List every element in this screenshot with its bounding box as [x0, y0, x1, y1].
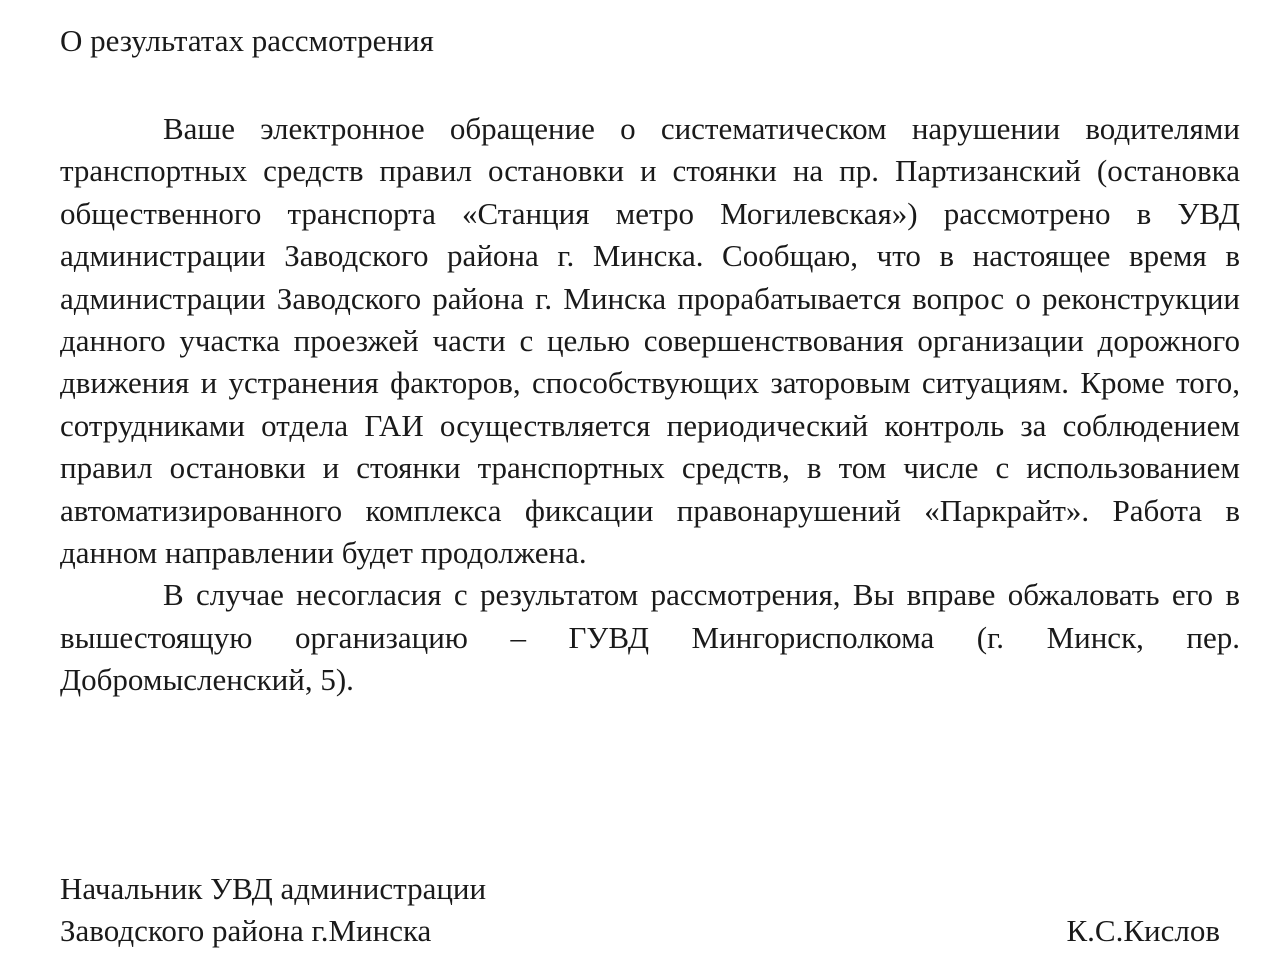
signatory-title-line1: Начальник УВД администрации	[60, 871, 487, 906]
letter-body	[60, 108, 1240, 702]
paragraph-main: Ваше электронное обращение о систематическом нарушении водителями транспортных средств правил остановки и стоянки на пр. Партизанский (остановка общественного транспорта «Станция метро Могилевская») рассмотрено в УВД администрации Заводского района г. Минска. Сообщаю, что в настоящее время в администрации Заводского района г. Минска прорабатывается вопрос о реконструкции данного участка проезжей части с целью совершенствования организации дорожного движения и устранения факторов, способствующих заторовым ситуациям. Кроме того, сотрудниками отдела ГАИ осуществляется периодический контроль за соблюдением правил остановки и стоянки транспортных средств, в том числе с использованием автоматизированного комплекса фиксации правонарушений «Паркрайт». Работа в данном направлении будет продолжена.	[60, 111, 1240, 571]
signature-line	[60, 910, 1220, 952]
paragraph-appeal: В случае несогласия с результатом рассмотрения, Вы вправе обжаловать его в вышестоящую организацию – ГУВД Мингорисполкома (г. Минск, пер. Добромысленский, 5).	[60, 577, 1240, 698]
signatory-name: К.С.Кислов	[1066, 913, 1220, 949]
letter-subject: О результатах рассмотрения	[60, 23, 434, 58]
letter-page	[60, 20, 1240, 960]
signatory-title-line2: Заводского района г.Минска	[60, 913, 432, 949]
signature-block	[60, 868, 1220, 953]
